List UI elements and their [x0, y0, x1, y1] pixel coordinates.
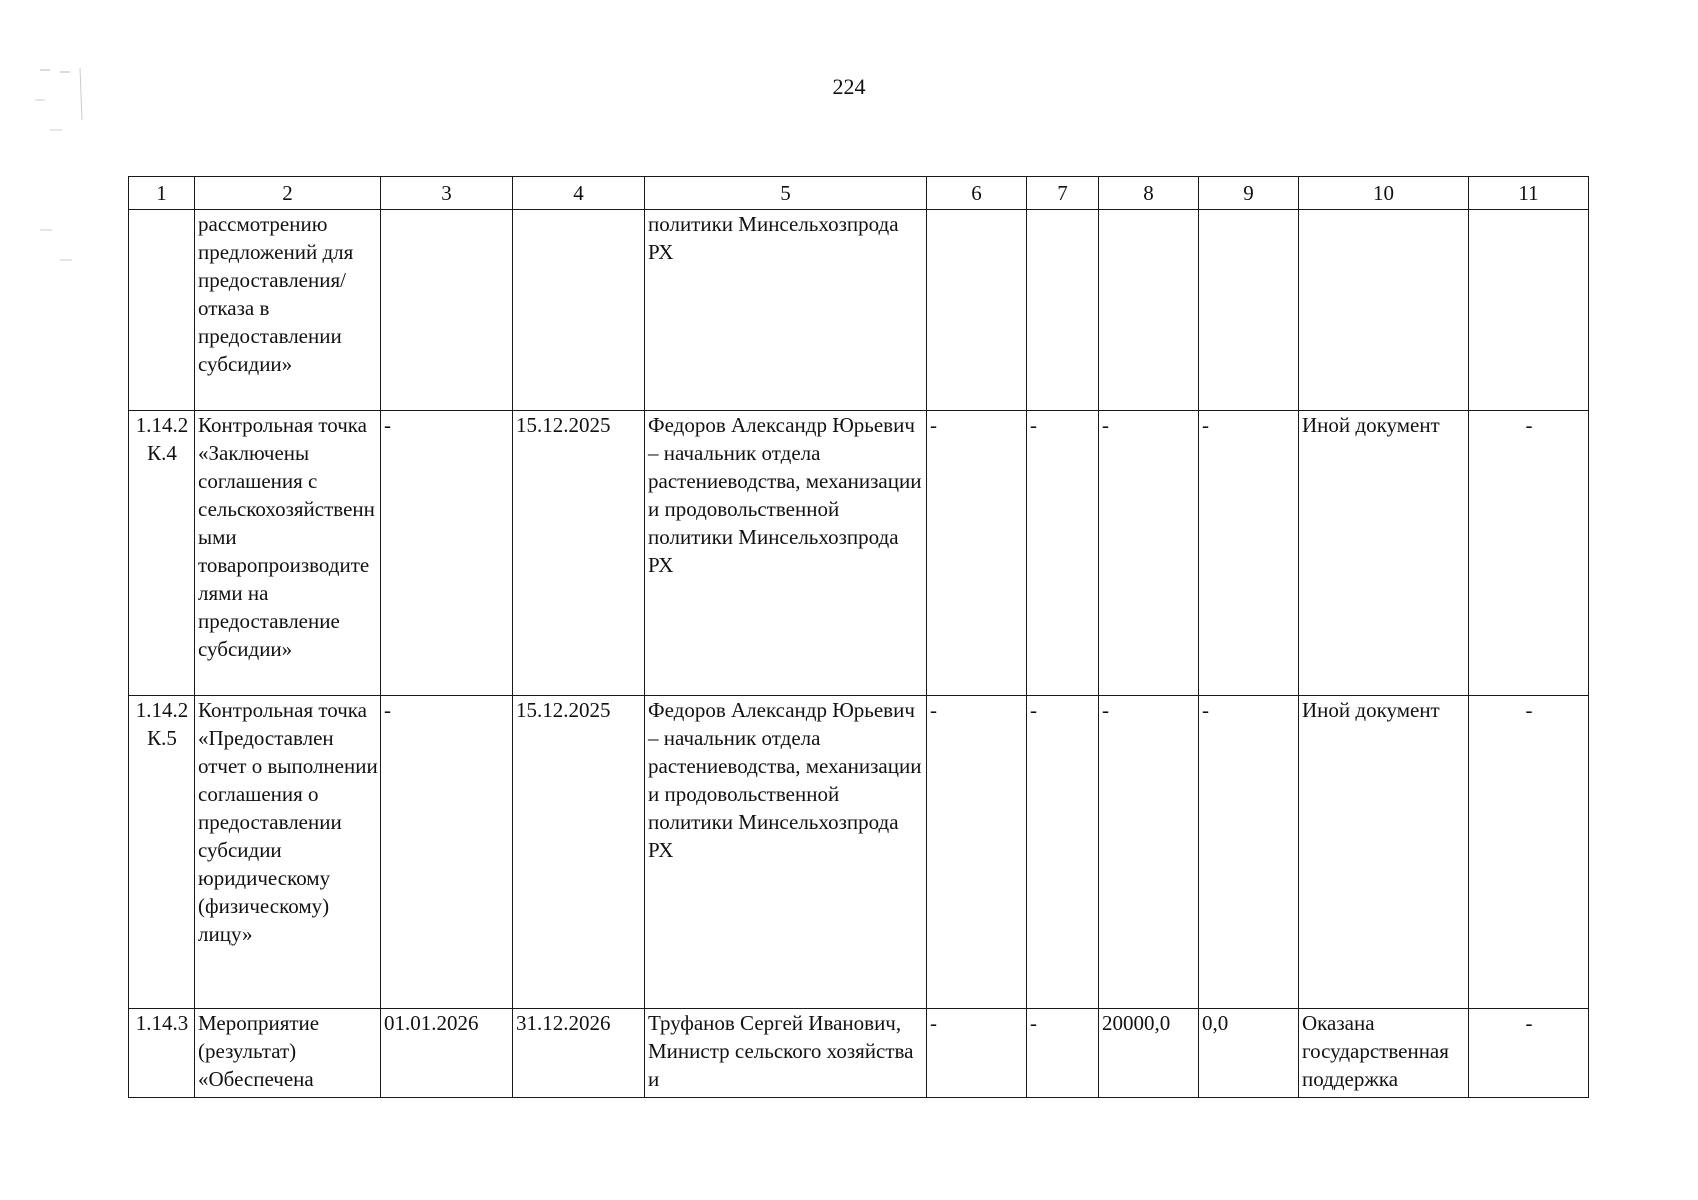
cell-col9: -: [1199, 696, 1299, 1009]
column-header: 9: [1199, 177, 1299, 210]
cell-col6: -: [927, 1009, 1027, 1098]
column-header: 2: [195, 177, 381, 210]
cell-col7: -: [1027, 411, 1099, 696]
column-header: 5: [645, 177, 927, 210]
cell-responsible: Федоров Александр Юрьевич – начальник отдела растениеводства, механизации и продовольственной политики Минсельхозпрода РХ: [645, 696, 927, 1009]
column-header: 6: [927, 177, 1027, 210]
cell-end-date: 15.12.2025: [513, 411, 645, 696]
cell-name: рассмотрению предложений для предоставления/ отказа в предоставлении субсидии»: [195, 210, 381, 411]
cell-col8: [1099, 210, 1199, 411]
table-row: [129, 210, 1589, 411]
cell-document: Оказана государственная поддержка: [1299, 1009, 1469, 1098]
cell-name: Контрольная точка «Предоставлен отчет о выполнении соглашения о предоставлении субсидии юридическому (физическому) лицу»: [195, 696, 381, 1009]
cell-start-date: 01.01.2026: [381, 1009, 513, 1098]
cell-end-date: [513, 210, 645, 411]
cell-col7: -: [1027, 1009, 1099, 1098]
cell-col11: -: [1469, 696, 1589, 1009]
column-header: 4: [513, 177, 645, 210]
cell-col9: 0,0: [1199, 1009, 1299, 1098]
cell-document: [1299, 210, 1469, 411]
cell-responsible: политики Минсельхозпрода РХ: [645, 210, 927, 411]
column-header: 3: [381, 177, 513, 210]
column-header: 8: [1099, 177, 1199, 210]
cell-end-date: 15.12.2025: [513, 696, 645, 1009]
cell-col8: 20000,0: [1099, 1009, 1199, 1098]
cell-start-date: -: [381, 411, 513, 696]
cell-responsible: Федоров Александр Юрьевич – начальник отдела растениеводства, механизации и продовольственной политики Минсельхозпрода РХ: [645, 411, 927, 696]
cell-col7: [1027, 210, 1099, 411]
cell-name: Контрольная точка «Заключены соглашения с сельскохозяйственными товаропроизводителями на предоставление субсидии»: [195, 411, 381, 696]
cell-end-date: 31.12.2026: [513, 1009, 645, 1098]
cell-name: Мероприятие (результат) «Обеспечена: [195, 1009, 381, 1098]
cell-col9: [1199, 210, 1299, 411]
cell-col6: -: [927, 411, 1027, 696]
column-header: 1: [129, 177, 195, 210]
cell-col6: [927, 210, 1027, 411]
table-row: [129, 1009, 1589, 1098]
cell-start-date: -: [381, 696, 513, 1009]
cell-number: 1.14.2 К.5: [129, 696, 195, 1009]
column-header: 10: [1299, 177, 1469, 210]
table-header-row: [129, 177, 1589, 210]
table-row: [129, 411, 1589, 696]
column-header: 7: [1027, 177, 1099, 210]
page-number: 224: [832, 74, 866, 99]
cell-col8: -: [1099, 411, 1199, 696]
plan-table: [128, 176, 1589, 1098]
cell-col11: -: [1469, 411, 1589, 696]
cell-start-date: [381, 210, 513, 411]
cell-number: 1.14.3: [129, 1009, 195, 1098]
cell-col8: -: [1099, 696, 1199, 1009]
cell-col9: -: [1199, 411, 1299, 696]
cell-col11: [1469, 210, 1589, 411]
cell-col11: -: [1469, 1009, 1589, 1098]
cell-number: 1.14.2 К.4: [129, 411, 195, 696]
cell-document: Иной документ: [1299, 411, 1469, 696]
cell-responsible: Труфанов Сергей Иванович, Министр сельского хозяйства и: [645, 1009, 927, 1098]
column-header: 11: [1469, 177, 1589, 210]
cell-col6: -: [927, 696, 1027, 1009]
scan-artifact-marks: [30, 60, 90, 280]
cell-document: Иной документ: [1299, 696, 1469, 1009]
cell-col7: -: [1027, 696, 1099, 1009]
table-row: [129, 696, 1589, 1009]
cell-number: [129, 210, 195, 411]
